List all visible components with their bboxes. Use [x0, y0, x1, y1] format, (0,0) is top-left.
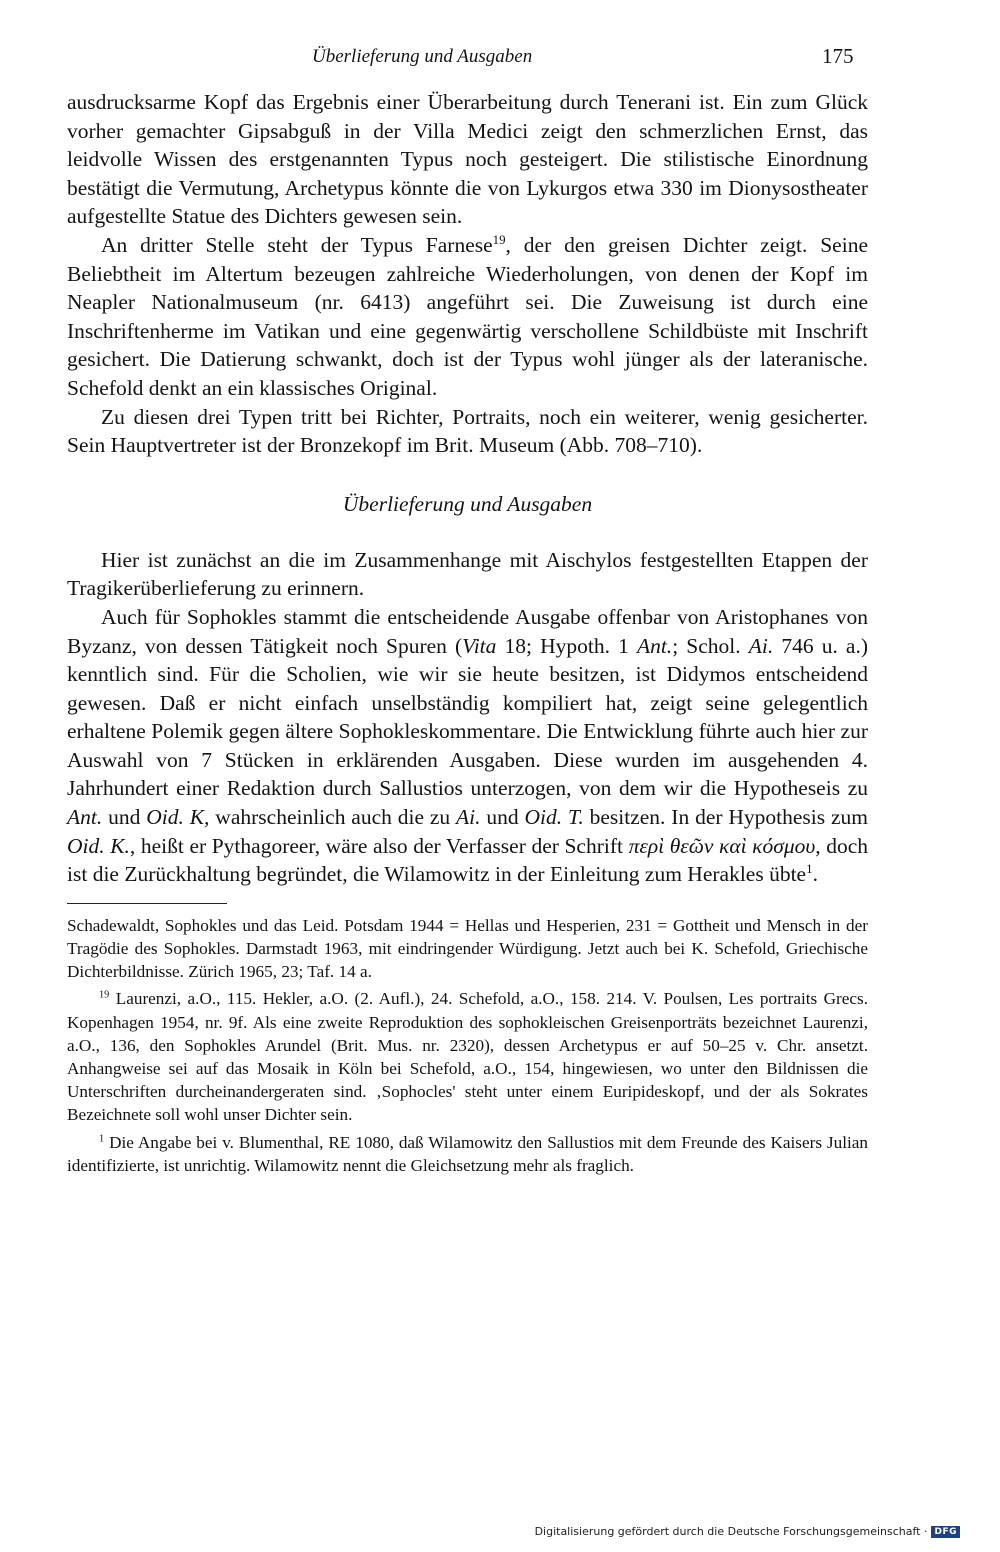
p5-italic-oidk: Oid. K.	[67, 833, 130, 858]
paragraph-1: ausdrucksarme Kopf das Ergebnis einer Überarbeitung durch Tenerani ist. Ein zum Glück vorher gemachter Gipsabguß in der Villa Medici zeigt den schmerzlichen Ernst, das leidvolle Wissen des erstgenannten Typus noch gesteigert. Die stilistische Einordnung bestätigt die Vermutung, Archetypus könnte die von Lykurgos etwa 330 im Dionysostheater aufgestellte Statue des Dichters gewesen sein.	[67, 90, 868, 229]
footnote-19-mark: 19	[99, 989, 110, 1001]
footnote-19-text: Laurenzi, a.O., 115. Hekler, a.O. (2. Aufl.), 24. Schefold, a.O., 158. 214. V. Poulsen, Les portraits Grecs. Kopenhagen 1954, nr. 9f. Als eine zweite Reproduktion des sophokleischen Greisenporträts bezeichnet Laurenzi, a.O., 136, den Sophokles Arundel (Brit. Mus. nr. 2320), dessen Archetypus er auf 50–25 v. Chr. ansetzt. Anhangweise sei auf das Mosaik in Köln bei Schefold, a.O., 154, hingewiesen, wo unter den Bildnissen die Unterschriften durcheinandergeraten sind. ‚Sophocles' steht unter einem Euripideskopf, und der als Sokrates Bezeichnete soll wohl unser Dichter sein.	[67, 989, 868, 1125]
footnote-ref-1[interactable]: 1	[806, 862, 813, 877]
p5-italic-ant: Ant.	[636, 633, 673, 658]
p5-seg: und	[480, 805, 525, 830]
paragraph-2-text-a: An dritter Stelle steht der Typus Farnese	[101, 232, 493, 257]
main-text	[67, 88, 868, 1181]
paragraph-4: Hier ist zunächst an die im Zusammenhange mit Aischylos festgestellten Etappen der Tragikerüberlieferung zu erinnern.	[67, 547, 868, 601]
paragraph-3: Zu diesen drei Typen tritt bei Richter, Portraits, noch ein weiterer, wenig gesicherter. Sein Hauptvertreter ist der Bronzekopf im Brit. Museum (Abb. 708–710).	[67, 404, 868, 458]
page-number: 175	[822, 44, 854, 68]
footnote-19	[67, 987, 868, 1126]
p5-seg: besitzen. In der Hypothesis zum	[583, 805, 869, 830]
p5-italic-ai: Ai.	[748, 633, 774, 658]
paragraph-2-text-b: , der den greisen Dichter zeigt. Seine Beliebtheit im Altertum bezeugen zahlreiche Wiederholungen, von denen der Kopf im Neapler Nationalmuseum (nr. 6413) angeführt sei. Die Zuweisung ist durch eine Inschriftenherme im Vatikan und eine gegenwärtig verschollene Schildbüste mit Inschrift gesichert. Die Datierung schwankt, doch ist der Typus wohl jünger als der lateranische. Schefold denkt an ein klassisches Original.	[67, 232, 868, 400]
p5-seg: und	[102, 805, 147, 830]
p5-seg: , heißt er Pythagoreer, wäre also der Verfasser der Schrift	[129, 833, 629, 858]
p5-seg: 18; Hypoth. 1	[496, 633, 637, 658]
p5-seg: Auch für Sophokles stammt die entscheidende Ausgabe offenbar von Aristophanes von Byzanz, von dessen Tätigkeit noch Spuren (	[67, 604, 868, 658]
footnote-1	[67, 1131, 868, 1177]
p5-italic-oidk: Oid. K,	[146, 805, 210, 830]
section-heading: Überlieferung und Ausgaben	[342, 491, 593, 516]
footnotes	[67, 914, 868, 1177]
p5-italic-oidt: Oid. T.	[524, 805, 584, 830]
p5-italic-vita: Vita	[462, 633, 497, 658]
p5-seg: wahrscheinlich auch die zu	[209, 805, 457, 830]
p5-italic-ai: Ai.	[456, 805, 481, 830]
footnote-1-mark: 1	[99, 1132, 105, 1144]
paragraph-2	[67, 231, 868, 403]
p5-seg: ; Schol.	[672, 633, 749, 658]
p5-seg: 746 u. a.) kenntlich sind. Für die Scholien, wie wir sie heute besitzen, ist Didymos entscheidend gewesen. Daß er nicht einfach unselbständig kompiliert hat, zeigt seine gelegentlich erhaltene Polemik gegen ältere Sophokleskommentare. Die Entwicklung führte auch hier zur Auswahl von 7 Stücken in erklärenden Ausgaben. Diese wurden im ausgehenden 4. Jahrhundert einer Redaktion durch Sallustios unterzogen, von dem wir die Hypotheseis zu	[67, 633, 869, 801]
p5-italic-ant: Ant.	[67, 805, 103, 830]
dfg-logo-icon: DFG	[931, 1526, 960, 1538]
running-head	[0, 46, 1000, 72]
credit-text: Digitalisierung gefördert durch die Deutsche Forschungsgemeinschaft ·	[534, 1525, 928, 1538]
p5-seg: .	[812, 862, 818, 887]
footnote-rule	[67, 903, 227, 904]
footnote-1-text: Die Angabe bei v. Blumenthal, RE 1080, daß Wilamowitz den Sallustios mit dem Freunde des Kaisers Julian identifizierte, ist unrichtig. Wilamowitz nennt die Gleichsetzung mehr als fraglich.	[67, 1132, 868, 1175]
footnote-ref-19[interactable]: 19	[492, 232, 506, 247]
paragraph-5	[67, 603, 868, 889]
digitization-credit	[535, 1525, 960, 1538]
p5-seg: , doch ist die Zurückhaltung begründet, die Wilamowitz in der Einleitung zum Herakles übte	[67, 833, 869, 887]
p5-greek-title: περὶ θεῶν καὶ κόσμου	[628, 833, 816, 858]
running-title: Überlieferung und Ausgaben	[312, 46, 533, 67]
footnote-continuation: Schadewaldt, Sophokles und das Leid. Potsdam 1944 = Hellas und Hesperien, 231 = Gottheit und Mensch in der Tragödie des Sophokles. Darmstadt 1963, mit eindringender Würdigung. Jetzt auch bei K. Schefold, Griechische Dichterbildnisse. Zürich 1965, 23; Taf. 14 a.	[67, 915, 868, 982]
